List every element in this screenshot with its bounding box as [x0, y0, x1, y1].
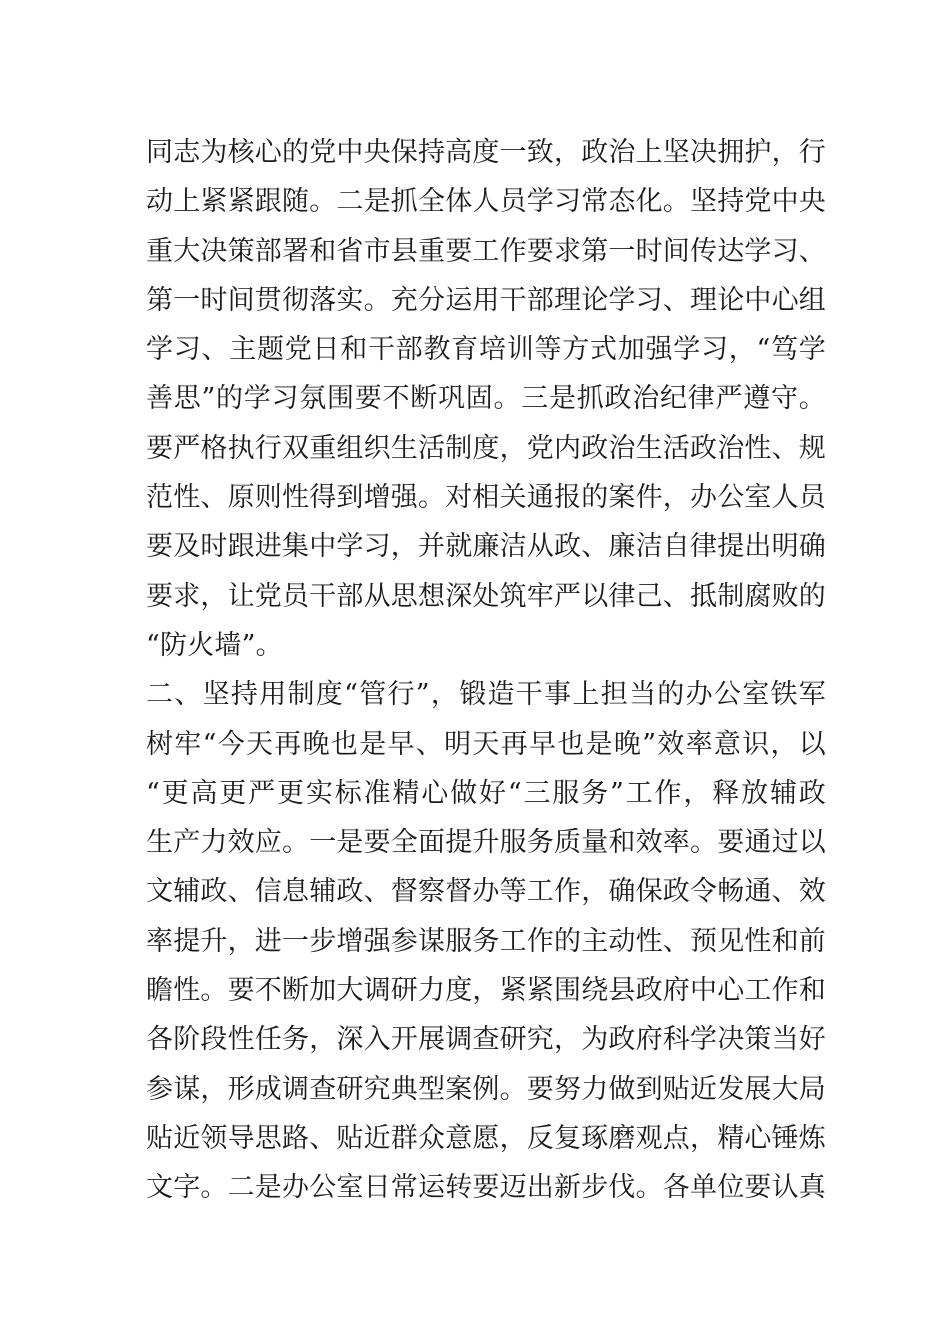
body-text [146, 128, 826, 1213]
text-line: 第一时间贯彻落实。充分运用干部理论学习、理论中心组 [146, 284, 826, 316]
text-line: 树牢“今天再晚也是早、明天再早也是晚”效率意识，以 [146, 728, 826, 760]
text-line: 范性、原则性得到增强。对相关通报的案件，办公室人员 [146, 482, 826, 514]
text-line: 学习、主题党日和干部教育培训等方式加强学习，“笃学 [146, 334, 826, 366]
text-line: “更高更严更实标准精心做好“三服务”工作，释放辅政 [146, 777, 826, 809]
text-line: 贴近领导思路、贴近群众意愿，反复琢磨观点，精心锤炼 [146, 1122, 826, 1154]
text-line: 同志为核心的党中央保持高度一致，政治上坚决拥护，行 [146, 137, 826, 168]
text-line: “防火墙”。 [146, 629, 283, 661]
text-line: 要严格执行双重组织生活制度，党内政治生活政治性、规 [146, 432, 826, 464]
text-line: 要及时跟进集中学习，并就廉洁从政、廉洁自律提出明确 [146, 531, 826, 563]
text-line: 文字。二是办公室日常运转要迈出新步伐。各单位要认真 [146, 1172, 826, 1204]
text-line: 率提升，进一步增强参谋服务工作的主动性、预见性和前 [146, 925, 826, 957]
text-line: 文辅政、信息辅政、督察督办等工作，确保政令畅通、效 [146, 876, 826, 908]
text-line: 动上紧紧跟随。二是抓全体人员学习常态化。坚持党中央 [146, 186, 826, 218]
text-line: 各阶段性任务，深入开展调查研究，为政府科学决策当好 [146, 1024, 826, 1056]
section-heading: 二、坚持用制度“管行”，锻造干事上担当的办公室铁军 [146, 679, 826, 711]
text-line: 瞻性。要不断加大调研力度，紧紧围绕县政府中心工作和 [146, 975, 826, 1007]
text-line: 参谋，形成调查研究典型案例。要努力做到贴近发展大局 [146, 1073, 826, 1105]
text-line: 重大决策部署和省市县重要工作要求第一时间传达学习、 [146, 235, 826, 267]
text-line: 要求，让党员干部从思想深处筑牢严以律己、抵制腐败的 [146, 580, 826, 612]
text-line: 生产力效应。一是要全面提升服务质量和效率。要通过以 [146, 827, 826, 859]
text-line: 善思”的学习氛围要不断巩固。三是抓政治纪律严遵守。 [146, 383, 826, 415]
